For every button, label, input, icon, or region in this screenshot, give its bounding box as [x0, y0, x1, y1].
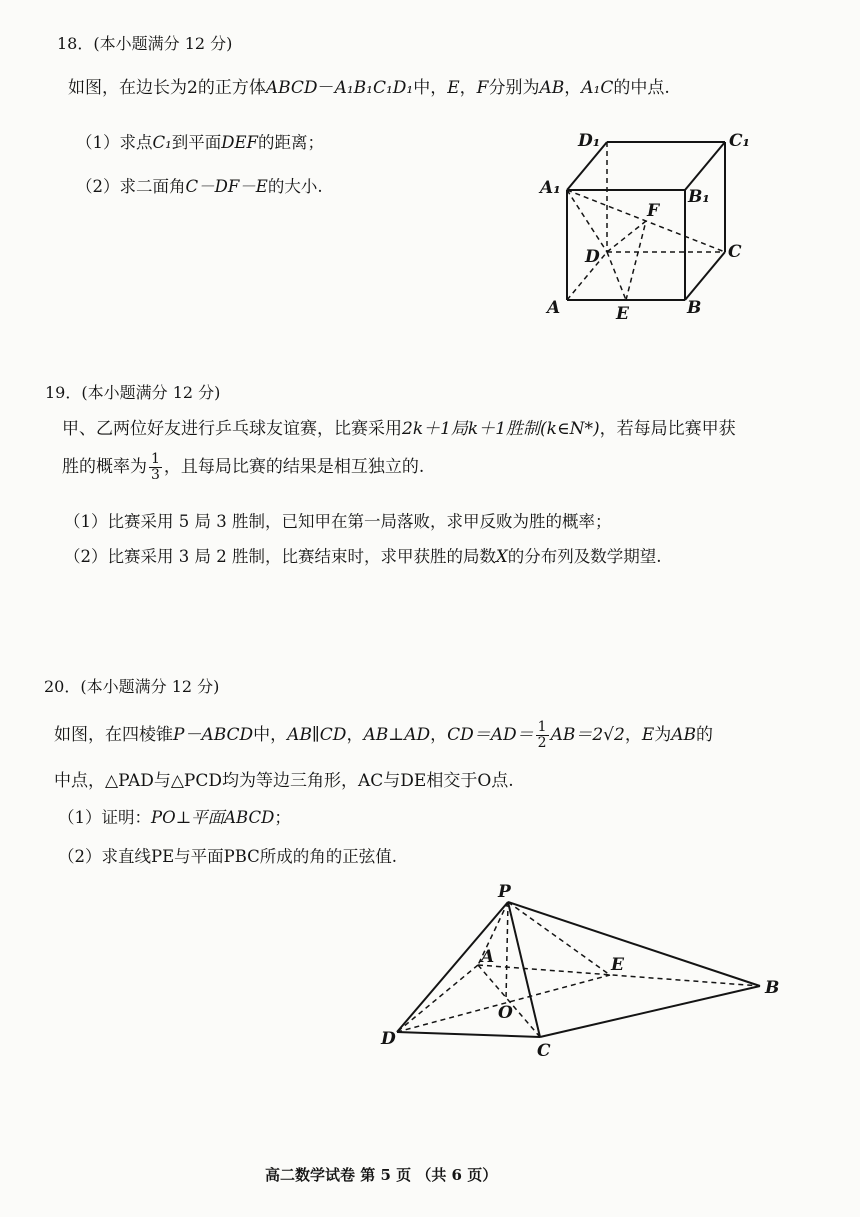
- page-footer: 高二数学试卷 第 5 页 （共 6 页）: [265, 1166, 498, 1184]
- q19-heading: 19．(本小题满分 12 分): [45, 383, 221, 402]
- cube-label-c1: C₁: [729, 131, 750, 151]
- cube-label-c: C: [728, 242, 742, 262]
- pyr-label-d: D: [381, 1029, 396, 1049]
- cube-label-a: A: [547, 298, 561, 318]
- q18-cube-figure: [530, 120, 760, 330]
- q18-part1: （1）求点C₁到平面DEF的距离；: [76, 133, 324, 152]
- q19-line2: 胜的概率为 $\frac{1}{3}$ ，且每局比赛的结果是相互独立的.: [62, 451, 425, 483]
- pyr-label-c: C: [537, 1041, 551, 1061]
- q20-line1: 如图，在四棱锥P－ABCD中，AB∥CD，AB⊥AD，CD＝AD＝ $\frac{1}{2}$ AB＝2√2，E为AB的: [54, 719, 714, 751]
- q20-line2: 中点，△PAD与△PCD均为等边三角形，AC与DE相交于O点.: [54, 771, 514, 791]
- cube-label-e: E: [616, 304, 629, 324]
- pyr-label-a: A: [481, 947, 495, 967]
- q18-part2: （2）求二面角C－DF－E的大小.: [76, 177, 323, 196]
- pyr-label-o: O: [498, 1003, 513, 1023]
- q19-part1: （1）比赛采用 5 局 3 胜制，已知甲在第一局落败，求甲反败为胜的概率；: [64, 512, 612, 531]
- q20-pyramid-figure: [375, 880, 795, 1065]
- q18-heading: 18．(本小题满分 12 分): [57, 34, 233, 53]
- q19-part2: （2）比赛采用 3 局 2 胜制，比赛结束时，求甲获胜的局数X的分布列及数学期望.: [64, 547, 662, 566]
- cube-label-a1: A₁: [540, 178, 561, 198]
- q18-stem: 如图，在边长为2的正方体ABCD－A₁B₁C₁D₁中，E，F分别为AB，A₁C的中点.: [68, 78, 670, 98]
- pyr-label-e: E: [611, 955, 624, 975]
- cube-label-d1: D₁: [578, 131, 601, 151]
- cube-label-d: D: [585, 247, 600, 267]
- q19-line1: 甲、乙两位好友进行乒乓球友谊赛，比赛采用2k＋1局k＋1胜制(k∈N*)，若每局比赛甲获: [62, 419, 736, 439]
- cube-label-b: B: [687, 298, 702, 318]
- pyr-label-b: B: [765, 978, 780, 998]
- q20-part2: （2）求直线PE与平面PBC所成的角的正弦值.: [58, 847, 398, 866]
- cube-label-b1: B₁: [688, 187, 710, 207]
- q19-fraction: $\frac{1}{3}$: [151, 451, 160, 483]
- q20-fraction: $\frac{1}{2}$: [537, 719, 547, 751]
- cube-label-f: F: [647, 201, 660, 221]
- q20-part1: （1）证明：PO⊥平面ABCD；: [58, 808, 291, 827]
- pyr-label-p: P: [498, 882, 511, 902]
- q20-heading: 20．(本小题满分 12 分): [44, 677, 220, 696]
